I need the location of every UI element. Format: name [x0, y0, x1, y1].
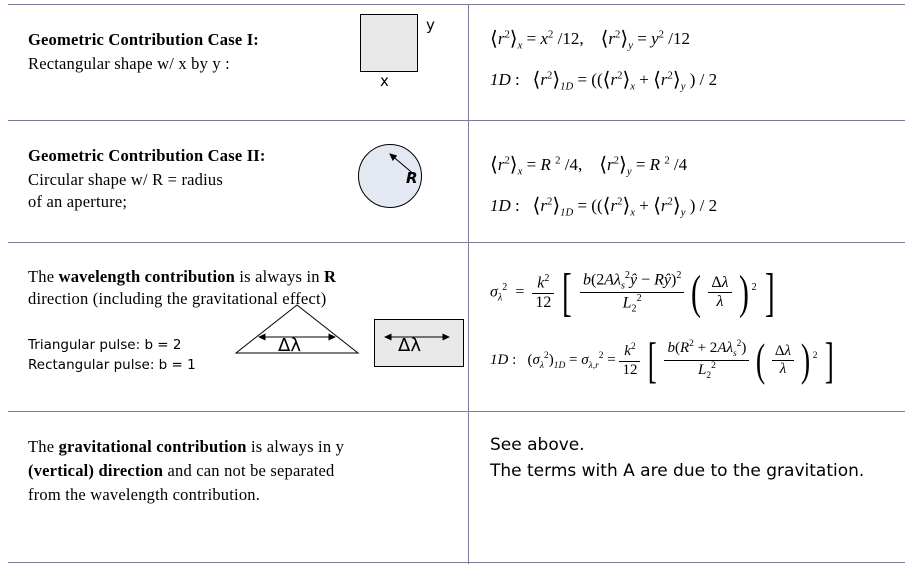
case-1-heading: Geometric Contribution Case I:: [28, 30, 260, 49]
rectangle-label-width: x: [380, 72, 389, 90]
case-2-formula-1: $⟨r^2⟩_x = R$ $^2$ /4, $⟨r^2⟩_y = R$ $^2$ /4: [490, 154, 688, 178]
case-1-formula-1: $⟨r^2⟩_x = x^2$ /12, $⟨r^2⟩_y = y^2$ /12: [490, 28, 690, 52]
wavelength-text-bold-2: R: [324, 267, 337, 286]
circle-label-radius: R: [406, 169, 418, 187]
grav-text-bold-1: gravitational contribution: [58, 437, 247, 456]
gravitational-right-cell: [490, 411, 905, 481]
rectangle-delta-lambda-label: Δλ: [398, 334, 421, 356]
gravitational-note-1: See above.: [490, 435, 585, 455]
case-2-subheading: Circular shape w/ R = radius: [28, 170, 223, 189]
rule-bottom: [8, 562, 905, 563]
case-1-subheading: Rectangular shape w/ x by y :: [28, 54, 230, 73]
rectangle-label-height: y: [426, 16, 435, 34]
pulse-rectangular-label: Rectangular pulse: b = 1: [28, 356, 196, 373]
wavelength-formula-1: $\sigma_\lambda^2$ = $\frac{k^2}{12}$ [ $\frac{b(2A\lambda_s^2ŷ - Rŷ)^2}{L_2^2}$ ( $\frac{\Delta\lambda}{\lambda}$ ) $^2$ ]: [490, 263, 775, 322]
grav-text-bold-2: (vertical) direction: [28, 460, 164, 480]
case-1-formula-2: 1D : $⟨r^2⟩_{1D}$ = (($⟨r^2⟩_x$ + $⟨r^2⟩_y$ ) / 2: [490, 69, 718, 93]
table-row: [0, 411, 913, 562]
triangle-delta-lambda-label: Δλ: [278, 334, 301, 356]
grav-text-part-3: and can not be separated: [163, 460, 335, 480]
table-row: [0, 242, 913, 411]
case-2-heading: Geometric Contribution Case II:: [28, 146, 266, 165]
case-2-right-cell: [490, 120, 905, 219]
case-1-right-cell: [490, 4, 905, 93]
wavelength-text-bold-1: wavelength contribution: [58, 267, 236, 286]
pulse-triangular-label: Triangular pulse: b = 2: [28, 336, 182, 353]
table-row: [0, 120, 913, 242]
wavelength-text-part-1: The: [28, 267, 59, 286]
grav-text-part-2: is always in y: [246, 437, 345, 456]
wavelength-right-cell: [490, 242, 905, 388]
rectangle-shape: [360, 14, 418, 72]
case-1-left-cell: [28, 4, 458, 90]
wavelength-formula-2: 1D : $(\sigma_\lambda^2)_{1D} = \sigma_{\lambda,r}^2$ = $\frac{k^2}{12}$ [ $\frac{b(R^2 + 2A\lambda_s^2)}{L_2^2}$ ( $\frac{\Delta\lambda}{\lambda}$ ) $^2$ ]: [490, 332, 835, 388]
grav-text-part-1: The: [28, 437, 59, 456]
gravitational-text: [28, 435, 458, 507]
wavelength-text-part-3: direction (including the gravitational effect): [28, 289, 327, 309]
case-2-left-cell: [28, 120, 458, 212]
case-2-subheading-2: of an aperture;: [28, 192, 128, 211]
gravitational-left-cell: [28, 411, 458, 507]
wavelength-left-cell: [28, 242, 458, 373]
gravitational-note-2: The terms with A are due to the gravitation.: [490, 461, 865, 481]
case-2-formula-2: 1D : $⟨r^2⟩_{1D}$ = (($⟨r^2⟩_x$ + $⟨r^2⟩_y$ ) / 2: [490, 195, 718, 219]
table-row: [0, 4, 913, 120]
wavelength-text-part-2: is always in: [235, 267, 325, 286]
grav-text-part-4: from the wavelength contribution.: [28, 484, 261, 504]
